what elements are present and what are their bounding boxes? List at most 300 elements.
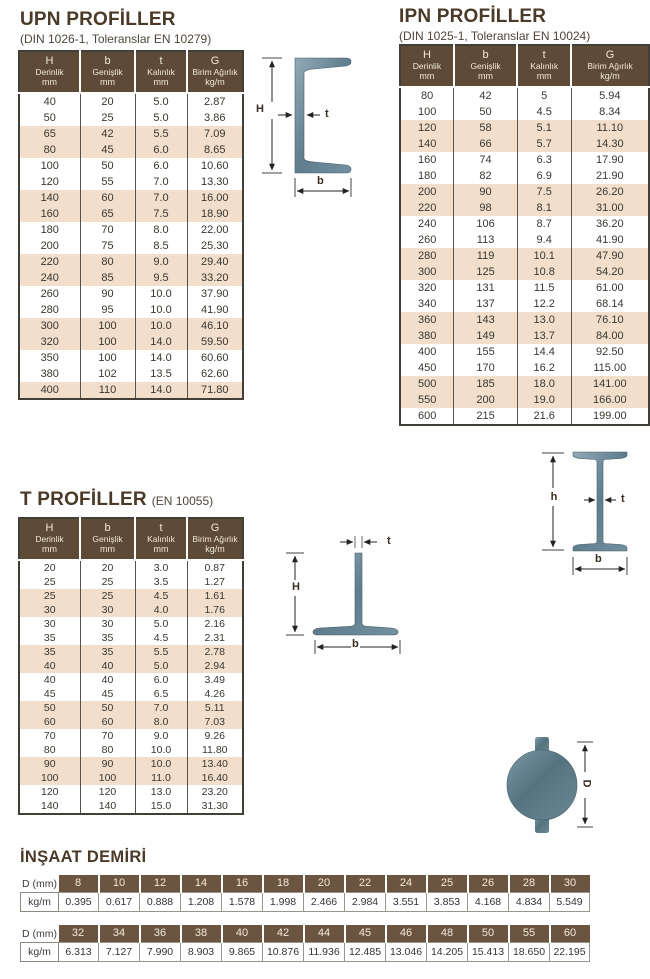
ipn-header-block — [399, 6, 590, 43]
rebar-title: İNŞAAT DEMİRİ — [20, 848, 147, 866]
cell: 80 — [400, 87, 454, 104]
column-symbol: b — [104, 522, 111, 534]
table-row — [19, 575, 243, 589]
cell: 450 — [400, 360, 454, 376]
cell: 10.60 — [200, 160, 229, 172]
cell: 115.00 — [593, 362, 627, 374]
ipn-subtitle: (DIN 1025-1, Toleranslar EN 10024) — [399, 29, 591, 43]
table-row — [19, 560, 243, 575]
cell: 82 — [454, 168, 517, 184]
cell: 6.0 — [135, 142, 187, 158]
diameter-cell: 46 — [386, 925, 427, 943]
table-row — [19, 617, 243, 631]
weight-cell: 1.998 — [263, 893, 304, 912]
cell: 340 — [400, 296, 454, 312]
t-title: T PROFİLLER — [20, 489, 147, 510]
column-unit: mm — [153, 77, 169, 87]
cell: 143 — [454, 312, 517, 328]
ipn-height-label: h — [546, 492, 562, 503]
cell: 220 — [19, 254, 80, 270]
cell: 45 — [80, 687, 135, 701]
cell: 10.0 — [135, 757, 187, 771]
column-header — [135, 51, 187, 93]
weight-cell: 7.127 — [99, 943, 140, 962]
cell: 7.5 — [135, 206, 187, 222]
cell: 140 — [80, 799, 135, 814]
cell: 7.0 — [135, 190, 187, 206]
table-row — [19, 93, 243, 110]
header-row — [400, 45, 649, 87]
column-unit: mm — [419, 71, 435, 81]
diameter-cell: 55 — [509, 925, 550, 943]
weight-cell: 13.046 — [386, 943, 427, 962]
diameter-cell: 34 — [99, 925, 140, 943]
upn-height-label: H — [252, 104, 268, 115]
upn-profile-diagram — [250, 45, 400, 215]
table-row — [19, 158, 243, 174]
upn-width-label: b — [317, 175, 324, 187]
cell: 160 — [400, 152, 454, 168]
weight-cell: 12.485 — [345, 943, 386, 962]
column-header — [400, 45, 454, 87]
cell: 215 — [454, 408, 517, 425]
cell: 29.40 — [200, 256, 229, 268]
weight-cell: 9.865 — [222, 943, 263, 962]
diameter-cell: 36 — [140, 925, 181, 943]
cell: 350 — [19, 350, 80, 366]
cell: 110 — [80, 382, 135, 399]
cell: 60 — [19, 715, 80, 729]
column-name: Derinlik — [412, 61, 442, 71]
column-symbol: t — [542, 49, 546, 61]
diameter-cell: 38 — [181, 925, 222, 943]
weight-row — [21, 943, 590, 962]
column-header — [80, 51, 135, 93]
cell: 7.0 — [135, 701, 187, 715]
diameter-cell: 50 — [468, 925, 509, 943]
table-row — [19, 382, 243, 399]
cell: 14.0 — [135, 350, 187, 366]
rebar-table-2 — [20, 925, 590, 962]
cell: 120 — [400, 120, 454, 136]
cell: 5.0 — [135, 110, 187, 126]
cell: 41.90 — [200, 304, 229, 316]
cell: 90 — [454, 184, 517, 200]
diameter-cell: 8 — [59, 875, 99, 893]
cell: 113 — [454, 232, 517, 248]
cell: 59.50 — [200, 336, 229, 348]
table-row — [19, 673, 243, 687]
table-row — [400, 376, 649, 392]
cell: 8.7 — [517, 216, 571, 232]
weight-cell: 3.853 — [427, 893, 468, 912]
table-row — [19, 589, 243, 603]
cell: 260 — [19, 286, 80, 302]
table-row — [19, 701, 243, 715]
column-unit: kg/m — [205, 77, 225, 87]
table-row — [19, 785, 243, 799]
cell: 74 — [454, 152, 517, 168]
column-name: Birim Ağırlık — [587, 61, 633, 71]
weight-cell: 3.551 — [386, 893, 427, 912]
diameter-row — [21, 925, 590, 943]
cell: 199.00 — [592, 410, 627, 422]
cell: 40 — [19, 659, 80, 673]
cell: 13.0 — [135, 785, 187, 799]
table-row — [400, 104, 649, 120]
cell: 45 — [80, 142, 135, 158]
cell: 21.6 — [517, 408, 571, 425]
column-unit: mm — [42, 77, 57, 87]
column-unit: mm — [100, 77, 115, 87]
cell: 21.90 — [596, 170, 624, 182]
cell: 8.5 — [135, 238, 187, 254]
t-table — [18, 517, 244, 815]
cell: 71.80 — [200, 384, 229, 396]
cell: 4.5 — [135, 631, 187, 645]
table-row — [400, 280, 649, 296]
weight-cell: 1.578 — [222, 893, 263, 912]
cell: 120 — [19, 174, 80, 190]
cell: 26.20 — [596, 186, 624, 198]
table-row — [400, 248, 649, 264]
rebar-profile-diagram — [495, 698, 645, 838]
cell: 160 — [19, 206, 80, 222]
cell: 8.0 — [135, 222, 187, 238]
ipn-title: IPN PROFİLLER — [399, 6, 547, 27]
cell: 6.0 — [135, 158, 187, 174]
table-row — [400, 296, 649, 312]
cell: 10.0 — [135, 302, 187, 318]
weight-row-label: kg/m — [21, 893, 59, 912]
column-unit: mm — [153, 544, 169, 554]
cell: 280 — [400, 248, 454, 264]
diameter-cell: 14 — [181, 875, 222, 893]
cell: 220 — [400, 200, 454, 216]
cell: 65 — [80, 206, 135, 222]
cell: 260 — [400, 232, 454, 248]
column-symbol: b — [482, 49, 489, 61]
header-row — [19, 518, 243, 560]
cell: 14.4 — [517, 344, 571, 360]
column-name: Genişlik — [470, 61, 501, 71]
cell: 60 — [80, 190, 135, 206]
table-row — [400, 184, 649, 200]
cell: 5.0 — [135, 93, 187, 110]
table-row — [19, 270, 243, 286]
table-row — [19, 334, 243, 350]
cell: 8.0 — [135, 715, 187, 729]
weight-cell: 0.617 — [99, 893, 140, 912]
table-row — [19, 366, 243, 382]
cell: 9.5 — [135, 270, 187, 286]
cell: 180 — [400, 168, 454, 184]
cell: 5.1 — [517, 120, 571, 136]
table-row — [400, 344, 649, 360]
cell: 14.0 — [135, 334, 187, 350]
table-row — [19, 190, 243, 206]
cell: 58 — [454, 120, 517, 136]
weight-cell: 1.208 — [181, 893, 222, 912]
column-name: Birim Ağırlık — [192, 534, 238, 544]
cell: 120 — [19, 785, 80, 799]
cell: 360 — [400, 312, 454, 328]
table-row — [19, 142, 243, 158]
t-height-label: H — [288, 582, 304, 593]
weight-cell: 2.984 — [345, 893, 386, 912]
u-channel-shape — [250, 45, 400, 215]
cell: 50 — [80, 158, 135, 174]
weight-cell: 11.936 — [304, 943, 345, 962]
cell: 10.0 — [135, 286, 187, 302]
cell: 35 — [80, 631, 135, 645]
cell: 50 — [19, 110, 80, 126]
column-symbol: G — [210, 522, 220, 534]
table-row — [400, 312, 649, 328]
weight-cell: 4.168 — [468, 893, 509, 912]
cell: 11.5 — [517, 280, 571, 296]
table-row — [19, 757, 243, 771]
weight-row-label: kg/m — [21, 943, 59, 962]
cell: 70 — [80, 729, 135, 743]
table-row — [400, 168, 649, 184]
cell: 30 — [80, 617, 135, 631]
cell: 7.09 — [204, 128, 226, 140]
cell: 18.90 — [200, 208, 229, 220]
cell: 100 — [400, 104, 454, 120]
cell: 200 — [400, 184, 454, 200]
table-row — [19, 286, 243, 302]
cell: 42 — [454, 87, 517, 104]
cell: 300 — [400, 264, 454, 280]
cell: 25 — [19, 589, 80, 603]
weight-cell: 14.205 — [427, 943, 468, 962]
cell: 5.7 — [517, 136, 571, 152]
column-unit: mm — [100, 544, 115, 554]
cell: 10.0 — [135, 318, 187, 334]
t-subtitle: (EN 10055) — [151, 494, 214, 508]
column-header — [187, 51, 243, 93]
cell: 102 — [80, 366, 135, 382]
cell: 70 — [19, 729, 80, 743]
column-header — [187, 518, 243, 560]
cell: 180 — [19, 222, 80, 238]
cell: 6.9 — [517, 168, 571, 184]
table-row — [400, 200, 649, 216]
cell: 25 — [80, 110, 135, 126]
cell: 185 — [454, 376, 517, 392]
cell: 240 — [400, 216, 454, 232]
weight-cell: 10.876 — [263, 943, 304, 962]
cell: 25.30 — [200, 240, 229, 252]
cell: 8.65 — [204, 144, 226, 156]
ipn-width-label: b — [595, 553, 602, 565]
diameter-cell: 48 — [427, 925, 468, 943]
weight-cell: 7.990 — [140, 943, 181, 962]
cell: 2.16 — [204, 618, 225, 630]
cell: 2.31 — [204, 632, 225, 644]
cell: 17.90 — [596, 154, 624, 166]
weight-cell: 8.903 — [181, 943, 222, 962]
table-head — [400, 45, 649, 87]
cell: 380 — [19, 366, 80, 382]
cell: 100 — [19, 158, 80, 174]
cell: 100 — [19, 771, 80, 785]
cell: 1.61 — [204, 590, 225, 602]
cell: 1.76 — [204, 604, 225, 616]
diameter-cell: 60 — [550, 925, 590, 943]
cell: 84.00 — [596, 330, 624, 342]
column-name: Genişlik — [92, 534, 123, 544]
cell: 80 — [19, 142, 80, 158]
cell: 11.80 — [202, 744, 228, 756]
cell: 200 — [454, 392, 517, 408]
cell: 5.94 — [599, 90, 621, 102]
column-symbol: t — [159, 522, 163, 534]
cell: 5.11 — [204, 702, 225, 714]
cell: 13.40 — [201, 758, 228, 770]
cell: 31.30 — [201, 800, 228, 812]
diameter-cell: 26 — [468, 875, 509, 893]
t-width-label: b — [352, 638, 359, 650]
cell: 35 — [80, 645, 135, 659]
cell: 31.00 — [596, 202, 624, 214]
diameter-cell: 44 — [304, 925, 345, 943]
table-row — [19, 603, 243, 617]
table-head — [19, 51, 243, 93]
diameter-cell: 40 — [222, 925, 263, 943]
table-row — [400, 232, 649, 248]
table-head — [19, 518, 243, 560]
upn-subtitle: (DIN 1026-1, Toleranslar EN 10279) — [20, 32, 212, 46]
table-row — [19, 254, 243, 270]
weight-cell: 0.888 — [140, 893, 181, 912]
cell: 90 — [19, 757, 80, 771]
cell: 380 — [400, 328, 454, 344]
table-row — [400, 152, 649, 168]
cell: 16.40 — [201, 772, 228, 784]
cell: 7.5 — [517, 184, 571, 200]
table-row — [400, 216, 649, 232]
cell: 90 — [80, 757, 135, 771]
cell: 80 — [19, 743, 80, 757]
column-symbol: t — [159, 55, 163, 67]
cell: 3.0 — [135, 560, 187, 575]
weight-cell: 18.650 — [509, 943, 550, 962]
cell: 90 — [80, 286, 135, 302]
cell: 92.50 — [596, 346, 624, 358]
cell: 131 — [454, 280, 517, 296]
column-header — [135, 518, 187, 560]
table-row — [19, 110, 243, 126]
cell: 23.20 — [201, 786, 228, 798]
cell: 46.10 — [200, 320, 229, 332]
cell: 3.86 — [204, 112, 226, 124]
table-row — [19, 302, 243, 318]
cell: 100 — [80, 334, 135, 350]
cell: 66 — [454, 136, 517, 152]
table-row — [19, 799, 243, 814]
cell: 85 — [80, 270, 135, 286]
table-row — [400, 136, 649, 152]
cell: 6.5 — [135, 687, 187, 701]
cell: 119 — [454, 248, 517, 264]
cell: 35 — [19, 645, 80, 659]
column-header — [454, 45, 517, 87]
cell: 120 — [80, 785, 135, 799]
diameter-cell: 42 — [263, 925, 304, 943]
cell: 98 — [454, 200, 517, 216]
cell: 42 — [80, 126, 135, 142]
cell: 33.20 — [200, 272, 229, 284]
cell: 550 — [400, 392, 454, 408]
column-unit: mm — [42, 544, 57, 554]
column-name: Derinlik — [35, 534, 64, 544]
table-body — [400, 87, 649, 425]
cell: 4.5 — [135, 589, 187, 603]
diameter-cell: 45 — [345, 925, 386, 943]
cell: 55 — [80, 174, 135, 190]
weight-cell: 4.834 — [509, 893, 550, 912]
cell: 70 — [80, 222, 135, 238]
column-name: Birim Ağırlık — [192, 67, 238, 77]
cell: 60.60 — [200, 352, 229, 364]
cell: 2.87 — [204, 96, 226, 108]
table-body — [19, 560, 243, 814]
cell: 9.0 — [135, 729, 187, 743]
weight-row — [21, 893, 590, 912]
cell: 7.03 — [204, 716, 225, 728]
cell: 13.7 — [517, 328, 571, 344]
ipn-table — [399, 44, 650, 426]
cell: 500 — [400, 376, 454, 392]
cell: 137 — [454, 296, 517, 312]
table-row — [19, 743, 243, 757]
column-unit: mm — [536, 71, 552, 81]
cell: 5.5 — [135, 645, 187, 659]
cell: 25 — [80, 575, 135, 589]
cell: 1.27 — [204, 576, 225, 588]
upn-thickness-label: t — [325, 108, 329, 120]
cell: 166.00 — [592, 394, 627, 406]
column-header — [571, 45, 649, 87]
cell: 30 — [80, 603, 135, 617]
cell: 75 — [80, 238, 135, 254]
cell: 16.2 — [517, 360, 571, 376]
cell: 7.0 — [135, 174, 187, 190]
diameter-row-label: D (mm) — [22, 927, 57, 940]
cell: 76.10 — [596, 314, 624, 326]
cell: 80 — [80, 743, 135, 757]
cell: 3.5 — [135, 575, 187, 589]
table-row — [19, 350, 243, 366]
weight-cell: 5.549 — [550, 893, 590, 912]
table-row — [19, 206, 243, 222]
column-symbol: H — [45, 522, 54, 534]
ipn-thickness-label: t — [621, 493, 625, 505]
column-name: Kalınlık — [530, 61, 559, 71]
column-name: Genişlik — [92, 67, 123, 77]
cell: 400 — [400, 344, 454, 360]
cell: 50 — [454, 104, 517, 120]
cell: 62.60 — [200, 368, 229, 380]
cell: 60 — [80, 715, 135, 729]
cell: 140 — [19, 799, 80, 814]
column-name: Kalınlık — [147, 67, 175, 77]
table-row — [400, 328, 649, 344]
cell: 9.26 — [204, 730, 225, 742]
column-symbol: H — [422, 49, 431, 61]
